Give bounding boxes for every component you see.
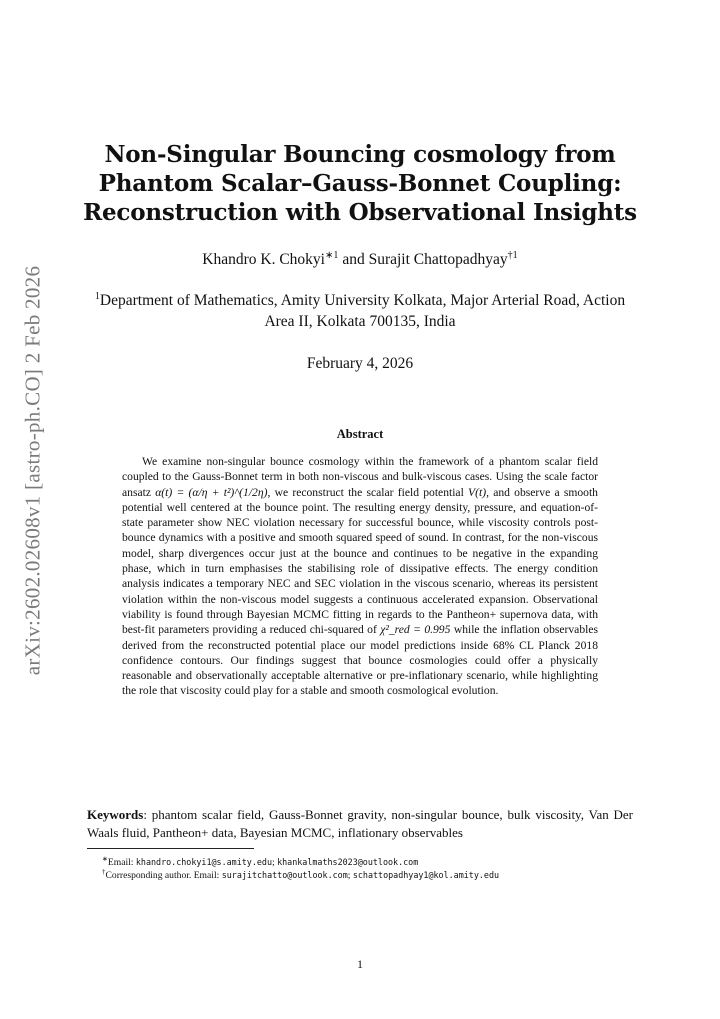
affiliation-text: Department of Mathematics, Amity University Kolkata, Major Arterial Road, Action Area II, Kolkata 700135, India [99, 292, 626, 331]
title-line: Reconstruction with Observational Insights [83, 199, 637, 226]
abstract-heading: Abstract [336, 427, 384, 441]
author-name: Khandro K. Chokyi [202, 251, 325, 269]
footnote-mark: † [102, 868, 106, 876]
affiliation-mark: 1 [94, 291, 100, 302]
paper-date: February 4, 2026 [306, 355, 414, 372]
keywords-label: Keywords [87, 807, 144, 822]
abstract-body [122, 454, 598, 699]
arxiv-identifier: arXiv:2602.02608v1 [astro-ph.CO] 2 Feb 2026 [20, 265, 45, 675]
abstract-text: while the inflation observables derived from the reconstructed potential place our model predictions inside 68% CL Planck 2018 confidence contours. Our findings suggest that bounce cosmologies could offer a physically reasonable and observationally acceptable alternative or pre-inflationary scenario, while highlighting the role that viscosity could play for a stable and smooth cosmological evolution. [122, 623, 599, 698]
email-link[interactable]: surajitchatto@outlook.com [221, 870, 348, 881]
email-link[interactable]: khankalmaths2023@outlook.com [277, 857, 419, 868]
author-marks: †1 [507, 250, 518, 261]
footnote-label: Email: [107, 857, 136, 869]
abstract-text: We examine non-singular bounce cosmology within the framework of a phantom scalar field coupled to the Gauss-Bonnet term in both non-viscous and bulk-viscous cases. Using the scale factor ansatz [122, 455, 598, 499]
title-line: Non-Singular Bouncing cosmology from [104, 141, 616, 168]
title-line: Phantom Scalar–Gauss-Bonnet Coupling: [98, 170, 622, 197]
author-name: Surajit Chattopadhyay [368, 251, 508, 269]
email-link[interactable]: schattopadhyay1@kol.amity.edu [352, 870, 500, 881]
affiliation [85, 286, 635, 332]
potential-symbol: V(t) [468, 485, 487, 499]
arxiv-identifier-stamp [12, 265, 54, 675]
chi-squared-value: χ²_red = 0.995 [380, 623, 451, 637]
email-link[interactable]: khandro.chokyi1@s.amity.edu [135, 857, 272, 868]
footnote-label: Corresponding author. Email: [105, 870, 222, 882]
footnote-divider [87, 848, 254, 849]
abstract-text: , we reconstruct the scalar field potential [267, 485, 469, 499]
page-number: 1 [357, 957, 363, 971]
abstract-text: , and observe a smooth potential well centered at the bounce point. The resulting energy density, pressure, and equation-of-state parameter show NEC violation necessary for successful bounce, while viscosity controls post-bounce dynamics with a positive and smooth squared speed of sound. In contrast, for the non-viscous model, sharp divergences occur just at the bounce and continues to be negative in the expanding phase, which in turn emphasises the stabilising role of dissipative effects. The energy condition analysis indicates a temporary NEC and SEC violation in the viscous scenario, whereas its persistent violation within the non-viscous model suggests a continuous accelerated expansion. Observational viability is found through Bayesian MCMC fitting in regards to the Pantheon+ supernova data, with best-fit parameters providing a reduced chi-squared of [122, 485, 598, 637]
author-marks: ∗1 [324, 250, 339, 261]
footnote-mark: ∗ [102, 855, 108, 863]
paper-title [60, 140, 660, 227]
keywords [87, 806, 633, 841]
footnote-corresponding [102, 866, 662, 882]
keywords-text: : phantom scalar field, Gauss-Bonnet gravity, non-singular bounce, bulk viscosity, Van Der Waals fluid, Pantheon+ data, Bayesian MCMC, inflationary observables [87, 807, 633, 840]
scale-factor-ansatz: α(t) = (α/η + t²)^(1/2η) [155, 485, 268, 499]
author-list [60, 250, 660, 269]
author-conjunction: and [338, 251, 369, 269]
footnote-separator: ; [272, 857, 278, 869]
footnote-separator: ; [347, 870, 353, 882]
